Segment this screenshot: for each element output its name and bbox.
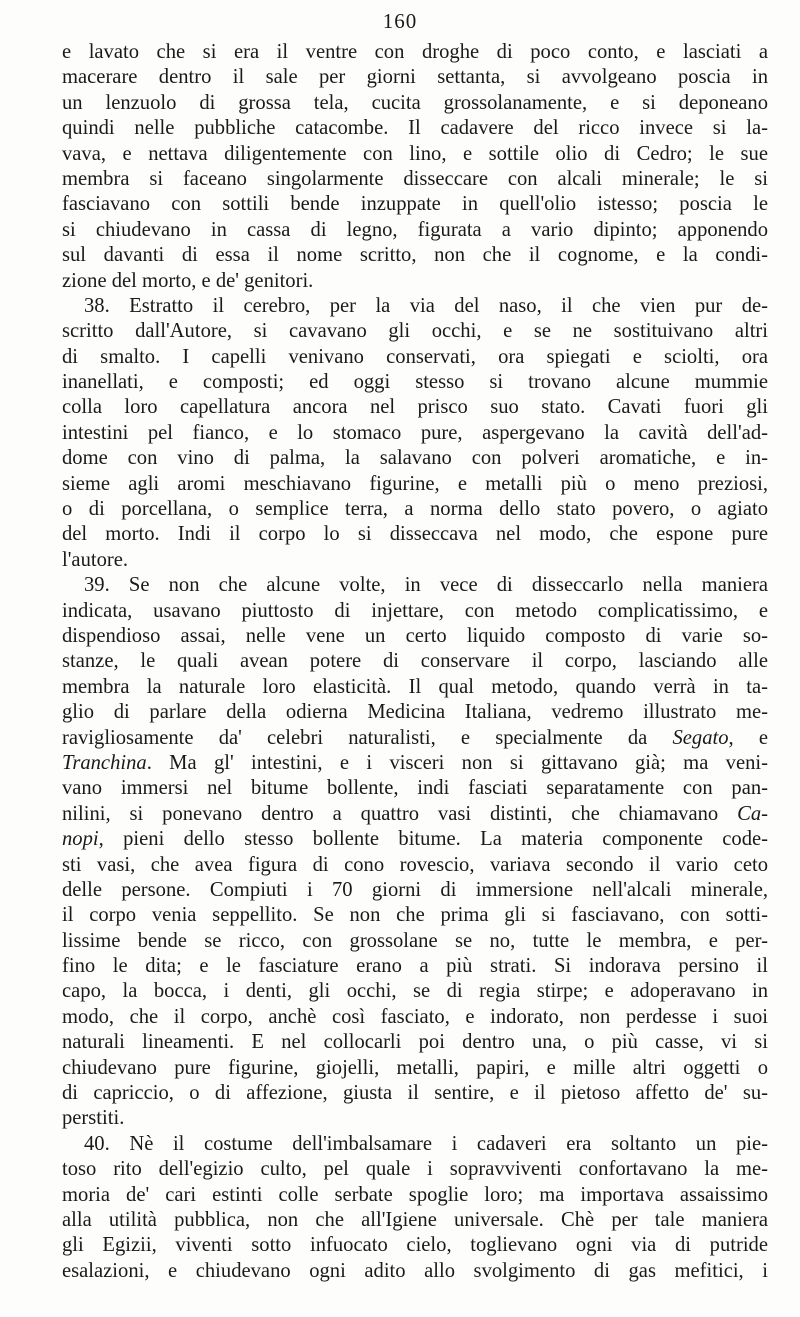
text-line: gli Egizii, viventi sotto infuocato cielo, toglievano ogni via di putride [62,1234,768,1257]
text-line: quindi nelle pubbliche catacombe. Il cadavere del ricco invece si la- [62,117,768,140]
text-line: ravigliosamente da' celebri naturalisti, e specialmente da Segato, e [62,726,769,749]
text-line: di capriccio, o di affezione, giusta il sentire, e il pietoso affetto de' su- [62,1082,768,1105]
text-line: stanze, le quali avean potere di conservare il corpo, lasciando alle [62,650,768,673]
text-line: scritto dall'Autore, si cavavano gli occhi, e se ne sostituivano altri [62,320,768,343]
text-line: e lavato che si era il ventre con droghe di poco conto, e lasciati a [62,41,768,63]
text-line: del morto. Indi il corpo lo si disseccava nel modo, che espone pure [62,523,768,546]
text-line: alla utilità pubblica, non che all'Igiene universale. Chè per tale maniera [62,1208,768,1231]
text-line: dome con vino di palma, la salavano con polveri aromatiche, e in- [62,447,768,470]
text-line: delle persone. Compiuti i 70 giorni di immersione nell'alcali minerale, [62,878,768,901]
text-line: macerare dentro il sale per giorni settanta, si avvolgeano poscia in [62,66,768,89]
page-number: 160 [382,9,418,33]
text-line: toso rito dell'egizio culto, pel quale i sopravviventi confortavano la me- [62,1158,768,1181]
italic-term: Segato [672,726,729,749]
italic-term: nopi [62,828,99,851]
text-line: sti vasi, che avea figura di cono rovescio, variava secondo il vario ceto [62,853,768,876]
text-line: 39. Se non che alcune volte, in vece di disseccarlo nella maniera [84,574,768,597]
text-line: membra la naturale loro elasticità. Il qual metodo, quando verrà in ta- [62,675,768,698]
text-line: 38. Estratto il cerebro, per la via del naso, il che vien pur de- [84,294,768,317]
text-line: glio di parlare della odierna Medicina Italiana, vedremo illustrato me- [62,701,768,724]
text-line: fasciavano con sottili bende inzuppate in quell'olio istesso; poscia le [62,193,768,216]
italic-term: Tranchina [62,751,147,774]
text-line: moria de' cari estinti colle serbate spoglie loro; ma importava assaissimo [62,1183,768,1206]
text-line: un lenzuolo di grossa tela, cucita grossolanamente, e si deponeano [62,91,768,114]
text-line: inanellati, e composti; ed oggi stesso si trovano alcune mummie [62,371,768,394]
text-line: modo, che il corpo, anchè così fasciato, e indorato, non perdesse i suoi [62,1005,768,1028]
text-line: indicata, usavano piuttosto di injettare, con metodo complicatissimo, e [62,599,768,622]
italic-term: Ca- [737,802,768,825]
text-line: l'autore. [62,548,129,571]
text-line: il corpo venia seppellito. Se non che prima gli si fasciavano, con sotti- [62,904,768,927]
text-line: si chiudevano in cassa di legno, figurata a vario dipinto; apponendo [62,218,768,241]
text-line: intestini pel fianco, e lo stomaco pure, aspergevano la cavità dell'ad- [62,421,768,444]
text-line: chiudevano pure figurine, giojelli, metalli, papiri, e mille altri oggetti o [62,1056,768,1079]
text-line: Tranchina. Ma gl' intestini, e i visceri non si gittavano già; ma veni- [62,751,768,774]
text-line: capo, la bocca, i denti, gli occhi, se di regia stirpe; e adoperavano in [62,980,768,1003]
text-line: colla loro capellatura ancora nel prisco suo stato. Cavati fuori gli [62,396,768,419]
text-line: vano immersi nel bitume bollente, indi fasciati separatamente con pan- [62,777,768,800]
text-line: lissime bende se ricco, con grossolane se no, tutte le membra, e per- [62,929,768,952]
text-line: o di porcellana, o semplice terra, a norma dello stato povero, o agiato [62,498,768,521]
text-line: membra si faceano singolarmente disseccare con alcali minerale; le si [62,167,768,190]
text-line: perstiti. [62,1107,125,1130]
text-line: naturali lineamenti. E nel collocarli poi dentro una, o più casse, vi si [62,1031,768,1054]
text-line: 40. Nè il costume dell'imbalsamare i cadaveri era soltanto un pie- [84,1132,768,1155]
text-line: zione del morto, e de' genitori. [62,269,314,292]
text-line: vava, e nettava diligentemente con lino, e sottile olio di Cedro; le sue [62,142,768,165]
body-text [62,40,768,1284]
text-line: esalazioni, e chiudevano ogni adito allo svolgimento di gas mefitici, i [62,1259,768,1282]
text-line: di smalto. I capelli venivano conservati, ora spiegati e sciolti, ora [62,345,768,368]
text-line: nilini, si ponevano dentro a quattro vasi distinti, che chiamavano Ca- [62,802,768,825]
text-line: sieme agli aromi meschiavano figurine, e metalli più o meno preziosi, [62,472,768,495]
text-line: fino le dita; e le fasciature erano a più strati. Si indorava persino il [62,955,768,978]
text-line: sul davanti di essa il nome scritto, non che il cognome, e la condi- [62,244,768,267]
text-line: dispendioso assai, nelle vene un certo liquido composto di varie so- [62,624,768,647]
text-line: nopi, pieni dello stesso bollente bitume. La materia componente code- [62,828,768,851]
